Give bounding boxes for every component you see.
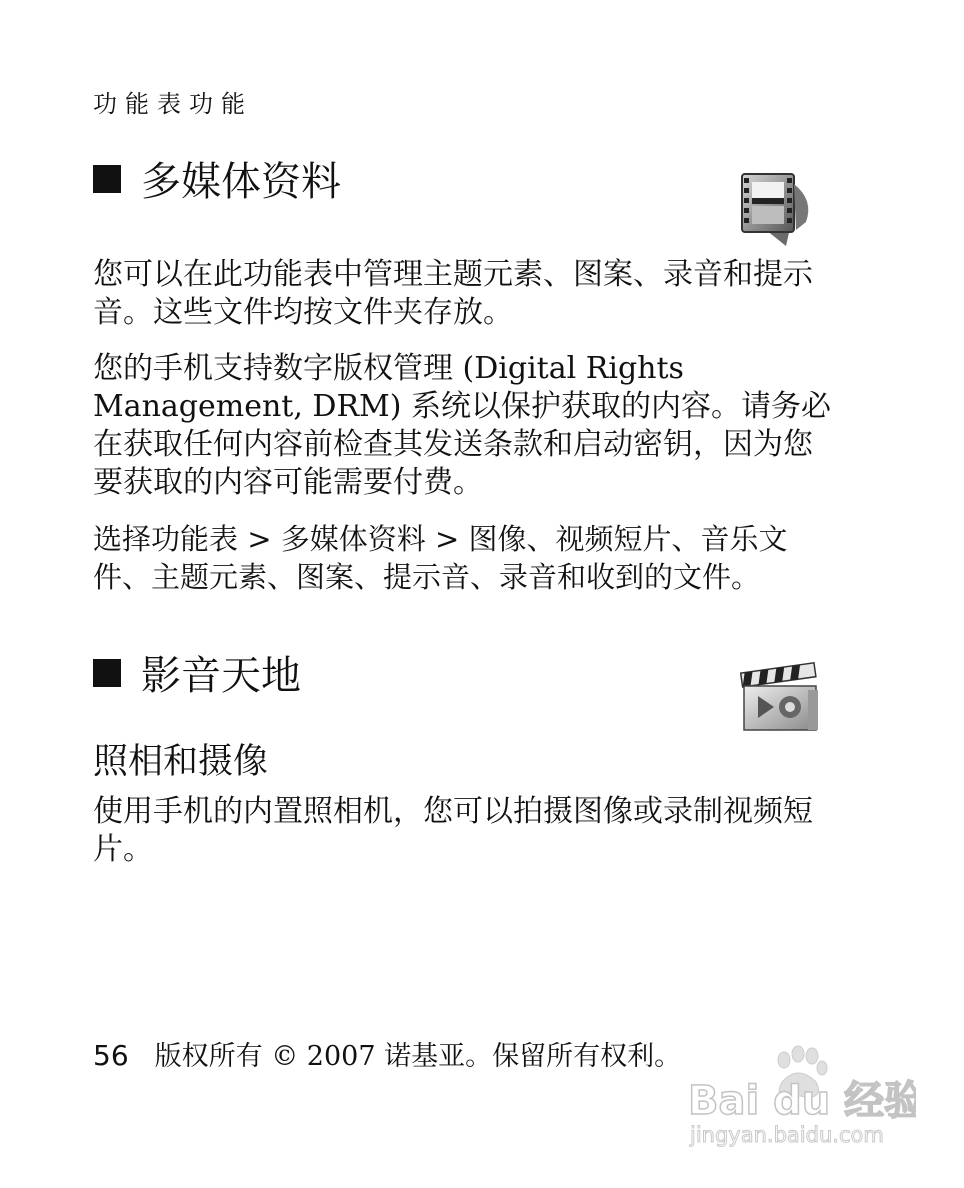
baidu-jingyan-watermark [686,1042,916,1152]
page-footer [93,1034,681,1073]
period-text: 。 [731,560,761,594]
watermark-brand: Bai du 经验 [688,1078,916,1124]
select-text: 选择 [93,522,152,556]
gallery-intro-paragraph: 您可以在此功能表中管理主题元素、图案、录音和提示音。这些文件均按文件夹存放。 [93,257,813,330]
and-text: 和 [557,560,587,594]
page-number: 56 [93,1039,129,1072]
gallery-folder-list: 图像、视频短片、音乐文件、主题元素、图案、提示音、录音 [93,522,788,594]
watermark-url: jingyan.baidu.com [690,1123,884,1147]
gallery-section-heading [93,150,341,207]
camera-subheading: 照相和摄像 [93,742,269,782]
clapperboard-icon [738,660,822,736]
square-bullet-icon [93,659,121,687]
media-section-heading [93,644,301,701]
drm-paragraph: 您的手机支持数字版权管理 (Digital Rights Management, DRM) 系统以保护获取的内容。请务必在获取任何内容前检查其发送条款和启动密钥，因为您要获取的内容可能需要付费。 [93,351,832,500]
camera-paragraph: 使用手机的内置照相机，您可以拍摄图像或录制视频短片。 [93,794,813,867]
copyright-notice: 版权所有 © 2007 诺基亚。保留所有权利。 [154,1041,682,1072]
gallery-path-paragraph [93,520,833,596]
gallery-heading-text: 多媒体资料 [141,159,341,205]
gallery-path-item: 多媒体资料 [280,522,426,556]
square-bullet-icon [93,165,121,193]
received-files-item: 收到的文件 [586,560,732,594]
page-header: 功能表功能 [93,90,253,118]
menu-path-item: 功能表 [151,522,239,556]
film-strip-icon [736,170,816,252]
media-heading-text: 影音天地 [141,653,301,699]
path-separator: > [238,522,281,556]
path-separator: > [425,522,469,556]
